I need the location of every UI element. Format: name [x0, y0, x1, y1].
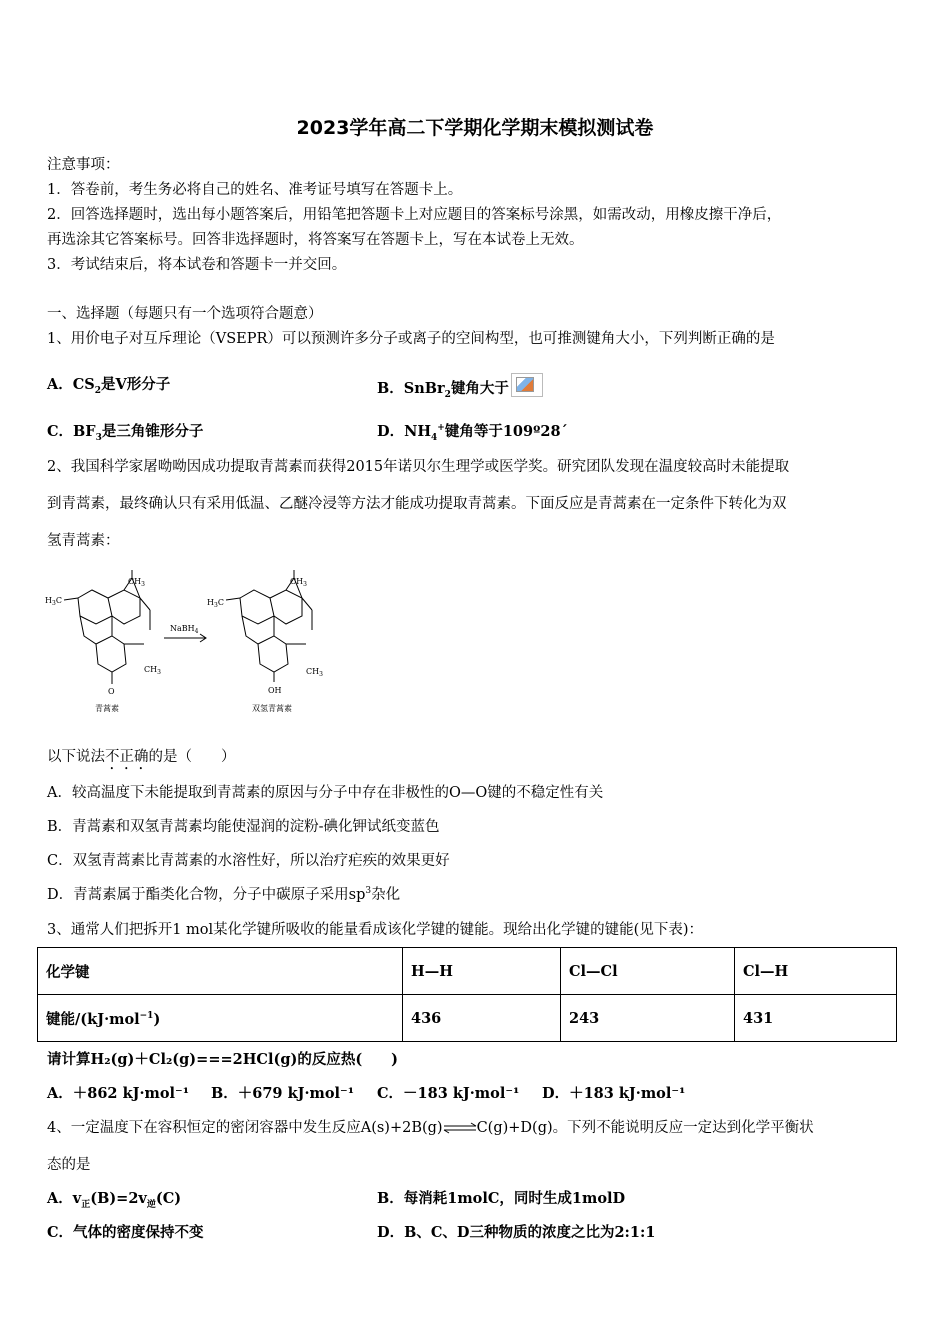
- note-item-3: 3．考试结束后，将本试卷和答题卡一并交回。: [47, 257, 347, 273]
- q2-option-d: D．青蒿素属于酯类化合物，分子中碳原子采用$sp^3$杂化: [47, 886, 401, 903]
- q3-option-c: C．－183 kJ·mol⁻¹: [377, 1085, 520, 1102]
- table-header-cell: Cl—Cl: [561, 948, 735, 995]
- mol-left-label: 青蒿素: [95, 704, 119, 713]
- q1-option-a: A．$CS_2$是V形分子: [47, 376, 171, 396]
- table-header-cell: Cl—H: [735, 948, 897, 995]
- mol-right-oh: OH: [268, 686, 282, 695]
- broken-image-icon: [511, 373, 543, 397]
- q4-option-d: D．B、C、D三种物质的浓度之比为2:1:1: [377, 1224, 656, 1241]
- q4-stem-2: 态的是: [47, 1157, 91, 1173]
- mol-left-carbonyl-o: O: [108, 687, 115, 696]
- table-cell: 431: [735, 995, 897, 1042]
- table-header-cell: 化学键: [38, 948, 403, 995]
- q1-option-d: D．$NH_4^+$键角等于109º28´: [377, 423, 568, 443]
- mol-right-label: 双氢青蒿素: [252, 704, 292, 713]
- mol-right-h3c: $H_3C$: [207, 598, 224, 609]
- page-title: 2023学年高二下学期化学期末模拟测试卷: [296, 117, 654, 139]
- q2-stem-1: 2、我国科学家屠呦呦因成功提取青蒿素而获得2015年诺贝尔生理学或医学奖。研究团队发现在温度较高时未能提取: [47, 459, 790, 475]
- note-item-1: 1．答卷前，考生务必将自己的姓名、准考证号填写在答题卡上。: [47, 182, 463, 198]
- table-header-cell: H—H: [403, 948, 561, 995]
- bond-energy-table: [37, 947, 897, 1042]
- q1-option-b: B．SnBr$_2$键角大于: [377, 373, 543, 400]
- mol-left-ch3-bottom: $CH_3$: [144, 665, 161, 676]
- mol-left-h3c: $H_3C$: [45, 596, 62, 607]
- q1-option-c: C．$BF_3$是三角锥形分子: [47, 423, 204, 443]
- table-row-label: 键能/(kJ·mol$^{-1}$): [38, 995, 403, 1042]
- table-cell: 436: [403, 995, 561, 1042]
- q2-stem-3: 氢青蒿素：: [47, 533, 120, 549]
- q4-option-c: C．气体的密度保持不变: [47, 1224, 204, 1241]
- q3-stem: 3、通常人们把拆开1 mol某化学键所吸收的能量看成该化学键的键能。现给出化学键的键能(见下表)：: [47, 922, 703, 938]
- notes-heading: 注意事项：: [47, 157, 120, 173]
- q3-question: 请计算H₂(g)＋Cl₂(g)===2HCl(g)的反应热( ): [47, 1051, 399, 1068]
- q2-option-b: B．青蒿素和双氢青蒿素均能使湿润的淀粉-碘化钾试纸变蓝色: [47, 819, 440, 835]
- note-item-2: 2．回答选择题时，选出每小题答案后，用铅笔把答题卡上对应题目的答案标号涂黑，如需改动，用橡皮擦干净后，: [47, 207, 782, 223]
- q2-option-c: C．双氢青蒿素比青蒿素的水溶性好，所以治疗疟疾的效果更好: [47, 853, 450, 869]
- q3-option-d: D．＋183 kJ·mol⁻¹: [542, 1085, 686, 1102]
- q4-option-b: B．每消耗1molC，同时生成1molD: [377, 1190, 626, 1207]
- table-row: [38, 995, 897, 1042]
- note-item-2-cont: 再选涂其它答案标号。回答非选择题时，将答案写在答题卡上，写在本试卷上无效。: [47, 232, 584, 248]
- q4-stem: 4、一定温度下在容积恒定的密闭容器中发生反应A(s)+2B(g) C(g)+D(g)。下列不能说明反应一定达到化学平衡状: [47, 1120, 814, 1136]
- q1-stem: 1、用价电子对互斥理论（VSEPR）可以预测许多分子或离子的空间构型，也可推测键角大小，下列判断正确的是: [47, 331, 775, 347]
- table-cell: 243: [561, 995, 735, 1042]
- reagent-label: NaBH$_4$: [170, 624, 199, 635]
- section-heading: 一、选择题（每题只有一个选项符合题意）: [47, 306, 323, 322]
- mol-left-ch3-top: $CH_3$: [128, 577, 145, 588]
- q2-question: 以下说法不正确的是（ ）: [47, 749, 236, 765]
- q2-option-a: A．较高温度下未能提取到青蒿素的原因与分子中存在非极性的O—O键的不稳定性有关: [47, 785, 604, 801]
- mol-right-ch3-top: $CH_3$: [290, 577, 307, 588]
- q3-option-b: B．＋679 kJ·mol⁻¹: [211, 1085, 355, 1102]
- q3-option-a: A．＋862 kJ·mol⁻¹: [47, 1085, 190, 1102]
- reaction-scheme: [40, 568, 340, 718]
- q4-option-a: A．$v_正(B)=2v_逆(C)$: [47, 1190, 182, 1210]
- mol-right-ch3-bottom: $CH_3$: [306, 667, 323, 678]
- q2-stem-2: 到青蒿素，最终确认只有采用低温、乙醚冷浸等方法才能成功提取青蒿素。下面反应是青蒿素在一定条件下转化为双: [47, 496, 787, 512]
- equilibrium-arrow-icon: [443, 1122, 477, 1134]
- table-row: [38, 948, 897, 995]
